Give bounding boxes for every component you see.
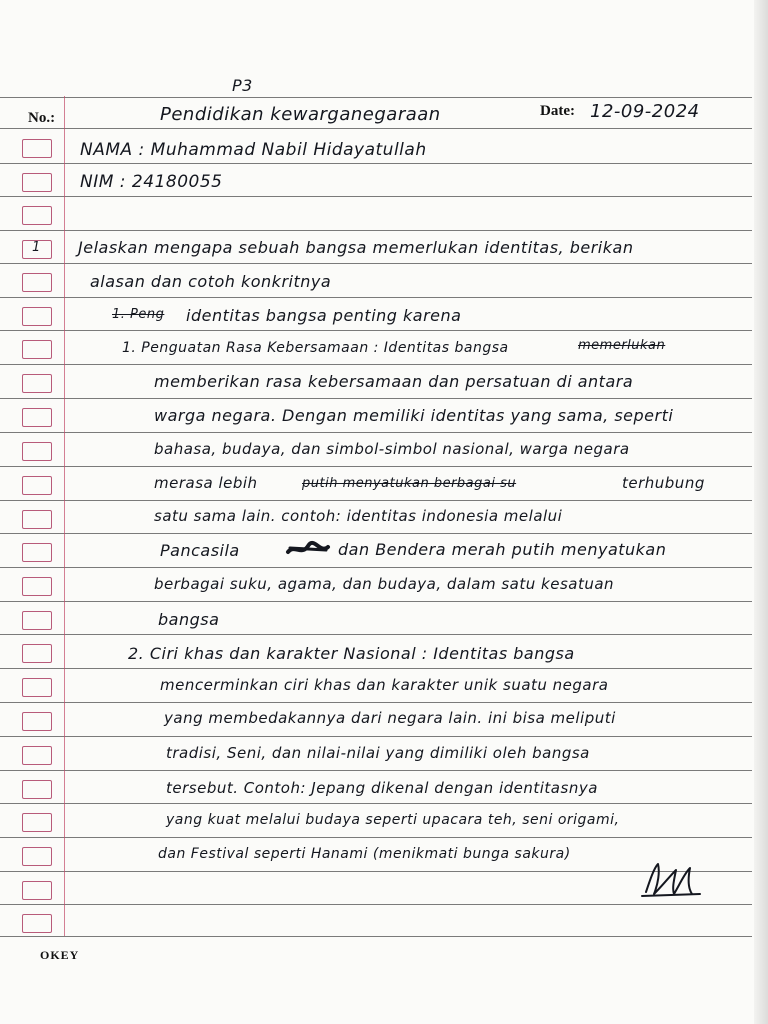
no-label: No.: (28, 110, 56, 126)
point-1-line: warga negara. Dengan memiliki identitas yang sama, seperti (154, 406, 674, 425)
margin-box (22, 712, 52, 731)
point-1-line: berbagai suku, agama, dan budaya, dalam satu kesatuan (154, 575, 615, 593)
subject-title: Pendidikan kewarganegaraan (160, 104, 441, 125)
margin-box (22, 644, 52, 663)
question-line-2: alasan dan cotoh konkritnya (90, 272, 332, 291)
rule-line (0, 364, 752, 365)
rule-line (0, 601, 752, 602)
margin-box (22, 273, 52, 292)
rule-line (0, 533, 752, 534)
point-2-line: tradisi, Seni, dan nilai-nilai yang dimiliki oleh bangsa (166, 744, 590, 762)
rule-line (0, 432, 752, 433)
rule-line (0, 500, 752, 501)
margin-line (64, 96, 65, 936)
margin-box (22, 543, 52, 562)
margin-box (22, 611, 52, 630)
point-2-line: yang kuat melalui budaya seperti upacara teh, seni origami, (166, 812, 620, 828)
margin-box (22, 476, 52, 495)
point-2-heading: 2. Ciri khas dan karakter Nasional : Identitas bangsa (128, 644, 575, 663)
margin-box (22, 173, 52, 192)
point-1-line: memberikan rasa kebersamaan dan persatuan di antara (154, 372, 634, 391)
point-1-heading: 1. Penguatan Rasa Kebersamaan : Identitas bangsa (122, 340, 509, 356)
margin-box (22, 577, 52, 596)
margin-box (22, 307, 52, 326)
rule-line (0, 398, 752, 399)
point-2-line: dan Festival seperti Hanami (menikmati bunga sakura) (158, 846, 571, 862)
rule-line (0, 163, 752, 164)
margin-box (22, 408, 52, 427)
margin-box (22, 374, 52, 393)
rule-line (0, 263, 752, 264)
rule-line (0, 904, 752, 905)
page-edge (754, 0, 768, 1024)
margin-box (22, 139, 52, 158)
student-nim: NIM : 24180055 (80, 172, 223, 192)
point-1-line: bahasa, budaya, dan simbol-simbol nasional, warga negara (154, 440, 630, 458)
rule-line (0, 567, 752, 568)
point-1-line: bangsa (158, 610, 220, 629)
margin-box (22, 914, 52, 933)
rule-line (0, 702, 752, 703)
margin-box (22, 510, 52, 529)
rule-line (0, 803, 752, 804)
rule-line (0, 770, 752, 771)
point-1-line: satu sama lain. contoh: identitas indonesia melalui (154, 507, 563, 525)
margin-box (22, 746, 52, 765)
margin-box (22, 847, 52, 866)
point-1-line: dan Bendera merah putih menyatukan (338, 540, 667, 559)
brand-logo: OKEY (40, 948, 80, 962)
rule-line (0, 297, 752, 298)
rule-line (0, 196, 752, 197)
margin-box (22, 780, 52, 799)
answer-intro: identitas bangsa penting karena (186, 306, 462, 325)
margin-box (22, 678, 52, 697)
page-code: P3 (232, 76, 253, 95)
point-2-line: mencerminkan ciri khas dan karakter unik suatu negara (160, 676, 609, 694)
rule-line (0, 466, 752, 467)
rule-line (0, 936, 752, 937)
rule-line (0, 97, 752, 98)
margin-box (22, 340, 52, 359)
rule-line (0, 230, 752, 231)
margin-box (22, 881, 52, 900)
struck-text: putih menyatukan berbagai su (302, 476, 517, 491)
student-name: NAMA : Muhammad Nabil Hidayatullah (80, 140, 427, 160)
signature (640, 858, 704, 902)
scribble-mark (284, 538, 334, 560)
rule-line (0, 736, 752, 737)
rule-line (0, 837, 752, 838)
question-line-1: Jelaskan mengapa sebuah bangsa memerlukan identitas, berikan (78, 238, 634, 257)
point-1-line: merasa lebih (154, 474, 258, 492)
point-1-line: Pancasila (160, 541, 240, 560)
rule-line (0, 330, 752, 331)
struck-text: memerlukan (578, 338, 666, 353)
question-number: 1 (32, 240, 41, 255)
struck-text: 1. Peng (112, 307, 165, 322)
rule-line (0, 668, 752, 669)
margin-box (22, 206, 52, 225)
date-label: Date: (540, 103, 575, 119)
point-2-line: yang membedakannya dari negara lain. ini bisa meliputi (164, 709, 616, 727)
margin-box (22, 813, 52, 832)
point-2-line: tersebut. Contoh: Jepang dikenal dengan identitasnya (166, 779, 598, 797)
rule-line (0, 634, 752, 635)
point-1-line: terhubung (622, 474, 705, 492)
rule-line (0, 128, 752, 129)
margin-box (22, 442, 52, 461)
handwritten-date: 12-09-2024 (590, 101, 700, 122)
